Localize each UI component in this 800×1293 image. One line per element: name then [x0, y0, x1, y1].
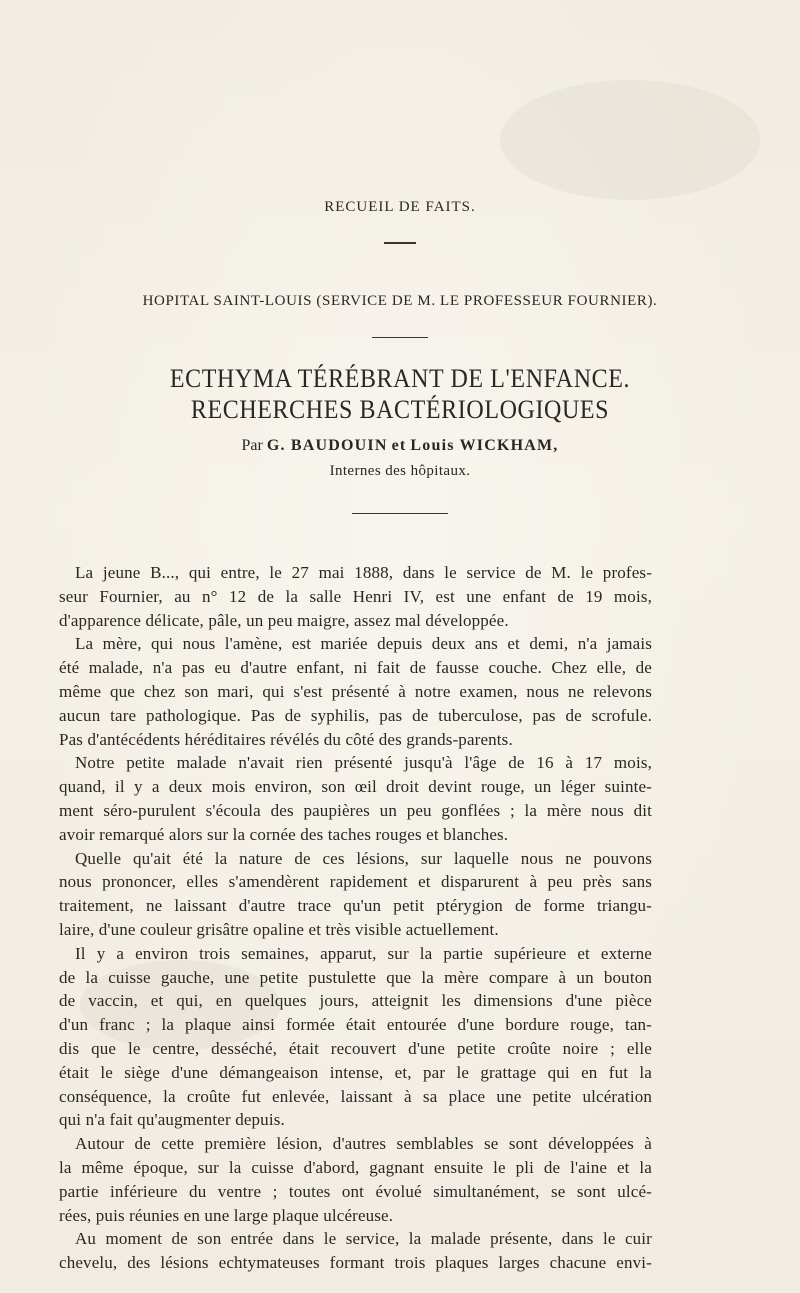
body-line: Autour de cette première lésion, d'autres semblables se sont développées à	[75, 1134, 652, 1154]
body-line: ment séro-purulent s'écoula des paupières un peu gonflées ; la mère nous dit	[59, 800, 652, 820]
body-line: Pas d'antécédents héréditaires révélés du côté des grands-parents.	[59, 729, 513, 749]
hospital-heading: HOPITAL SAINT-LOUIS (SERVICE DE M. LE PROFESSEUR FOURNIER).	[142, 293, 658, 309]
body-line: de la cuisse gauche, une petite pustulette que la mère compare à un bouton	[59, 967, 652, 987]
heading-rule	[384, 242, 416, 244]
body-line: même que chez son mari, qui s'est présenté à notre examen, nous ne relevons	[59, 681, 652, 701]
byline	[0, 437, 800, 455]
article-title-line1: ECTHYMA TÉRÉBRANT DE L'ENFANCE.	[169, 364, 631, 394]
body-line: la même époque, sur la cuisse d'abord, gagnant ensuite le pli de l'aine et la	[59, 1157, 652, 1177]
author-2: Louis WICKHAM,	[410, 437, 559, 454]
body-line: seur Fournier, au n° 12 de la salle Henri IV, est une enfant de 19 mois,	[59, 586, 652, 606]
body-line: était le siège d'une démangeaison intense, et, par le grattage qui en fut la	[59, 1062, 652, 1082]
body-line: traitement, ne laissant d'autre trace qu'un petit ptérygion de forme triangu-	[59, 896, 652, 916]
byline-et: et	[391, 437, 407, 454]
body-line: de vaccin, et qui, en quelques jours, atteignit les dimensions d'une pièce	[59, 991, 652, 1011]
paper-stain	[500, 80, 760, 200]
section-heading: RECUEIL DE FAITS.	[324, 199, 476, 215]
byline-par: Par	[241, 437, 263, 454]
body-line: chevelu, des lésions echtymateuses formant trois plaques larges chacune envi-	[59, 1253, 652, 1273]
body-line: Notre petite malade n'avait rien présenté jusqu'à l'âge de 16 à 17 mois,	[75, 753, 652, 773]
body-line: avoir remarqué alors sur la cornée des taches rouges et blanches.	[59, 824, 509, 844]
article-title-line2: RECHERCHES BACTÉRIOLOGIQUES	[190, 395, 610, 425]
body-line: qui n'a fait qu'augmenter depuis.	[59, 1110, 285, 1130]
body-line: La jeune B..., qui entre, le 27 mai 1888, dans le service de M. le profes-	[75, 563, 652, 582]
body-line: d'apparence délicate, pâle, un peu maigre, assez mal développée.	[59, 610, 509, 630]
body-line: Au moment de son entrée dans le service, la malade présente, dans le cuir	[75, 1229, 652, 1249]
body-line: été malade, n'a pas eu d'autre enfant, ni fait de fausse couche. Chez elle, de	[59, 658, 652, 678]
body-line: dis que le centre, desséché, était recouvert d'une petite croûte noire ; elle	[59, 1038, 652, 1058]
hospital-rule	[372, 337, 428, 338]
body-line: quand, il y a deux mois environ, son œil droit devint rouge, un léger suinte-	[59, 777, 652, 797]
byline-rule	[352, 513, 448, 514]
body-line: rées, puis réunies en une large plaque ulcéreuse.	[59, 1205, 394, 1225]
author-role: Internes des hôpitaux.	[329, 463, 471, 479]
body-line: Il y a environ trois semaines, apparut, sur la partie supérieure et externe	[75, 943, 652, 963]
body-line: d'un franc ; la plaque ainsi formée était entourée d'une bordure rouge, tan-	[59, 1015, 652, 1035]
author-1: G. BAUDOUIN	[266, 437, 388, 454]
body-line: Quelle qu'ait été la nature de ces lésions, sur laquelle nous ne pouvons	[75, 848, 652, 868]
body-line: aucun tare pathologique. Pas de syphilis, pas de tuberculose, pas de scrofule.	[59, 705, 652, 725]
body-line: La mère, qui nous l'amène, est mariée depuis deux ans et demi, n'a jamais	[75, 634, 652, 654]
article-body	[59, 561, 652, 1275]
body-line: partie inférieure du ventre ; toutes ont évolué simultanément, se sont ulcé-	[59, 1181, 652, 1201]
body-line: nous prononcer, elles s'amendèrent rapidement et disparurent à peu près sans	[59, 872, 652, 892]
body-line: laire, d'une couleur grisâtre opaline et très visible actuellement.	[59, 919, 499, 939]
body-line: conséquence, la croûte fut enlevée, laissant à sa place une petite ulcération	[59, 1086, 652, 1106]
